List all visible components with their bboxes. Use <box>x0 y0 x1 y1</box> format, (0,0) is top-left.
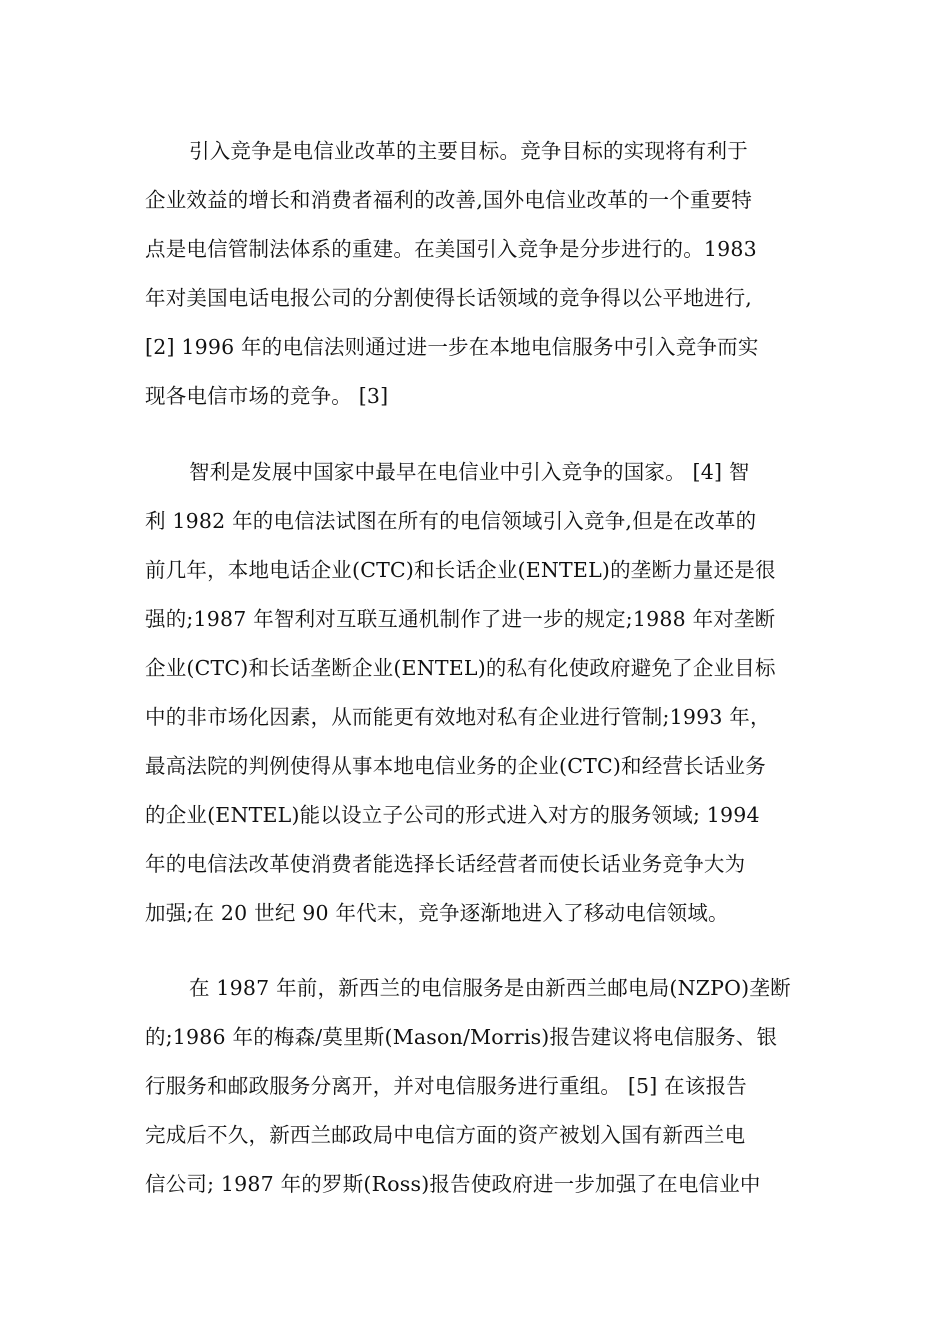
paragraph-new-zealand-competition <box>145 964 805 1209</box>
text-line: 在 1987 年前，新西兰的电信服务是由新西兰邮电局(NZPO)垄断 <box>189 976 791 1000</box>
text-line: 强的;1987 年智利对互联互通机制作了进一步的规定;1988 年对垄断 <box>145 607 776 631</box>
text-line: 点是电信管制法体系的重建。在美国引入竞争是分步进行的。1983 <box>145 237 757 261</box>
text-line: 中的非市场化因素，从而能更有效地对私有企业进行管制;1993 年， <box>145 705 771 729</box>
text-line: [2] 1996 年的电信法则通过进一步在本地电信服务中引入竞争而实 <box>145 335 759 359</box>
text-line: 利 1982 年的电信法试图在所有的电信领域引入竞争,但是在改革的 <box>145 509 757 533</box>
text-line: 完成后不久，新西兰邮政局中电信方面的资产被划入国有新西兰电 <box>145 1123 746 1147</box>
paragraph-chile-competition <box>145 448 805 938</box>
text-line: 的企业(ENTEL)能以设立子公司的形式进入对方的服务领域; 1994 <box>145 803 760 827</box>
paragraph-us-competition <box>145 127 805 421</box>
text-line: 现各电信市场的竞争。 [3] <box>145 384 389 408</box>
text-line: 年的电信法改革使消费者能选择长话经营者而使长话业务竞争大为 <box>145 852 746 876</box>
text-line: 引入竞争是电信业改革的主要目标。竞争目标的实现将有利于 <box>189 139 748 163</box>
text-line: 的;1986 年的梅森/莫里斯(Mason/Morris)报告建议将电信服务、银 <box>145 1025 778 1049</box>
text-line: 年对美国电话电报公司的分割使得长话领域的竞争得以公平地进行, <box>145 286 753 310</box>
text-line: 企业(CTC)和长话垄断企业(ENTEL)的私有化使政府避免了企业目标 <box>145 656 776 680</box>
text-line: 行服务和邮政服务分离开，并对电信服务进行重组。 [5] 在该报告 <box>145 1074 747 1098</box>
text-line: 企业效益的增长和消费者福利的改善,国外电信业改革的一个重要特 <box>145 188 753 212</box>
text-line: 最高法院的判例使得从事本地电信业务的企业(CTC)和经营长话业务 <box>145 754 766 778</box>
text-line: 信公司; 1987 年的罗斯(Ross)报告使政府进一步加强了在电信业中 <box>145 1172 761 1196</box>
text-line: 智利是发展中国家中最早在电信业中引入竞争的国家。 [4] 智 <box>189 460 750 484</box>
text-line: 加强;在 20 世纪 90 年代末，竞争逐渐地进入了移动电信领域。 <box>145 901 729 925</box>
text-line: 前几年，本地电话企业(CTC)和长话企业(ENTEL)的垄断力量还是很 <box>145 558 776 582</box>
